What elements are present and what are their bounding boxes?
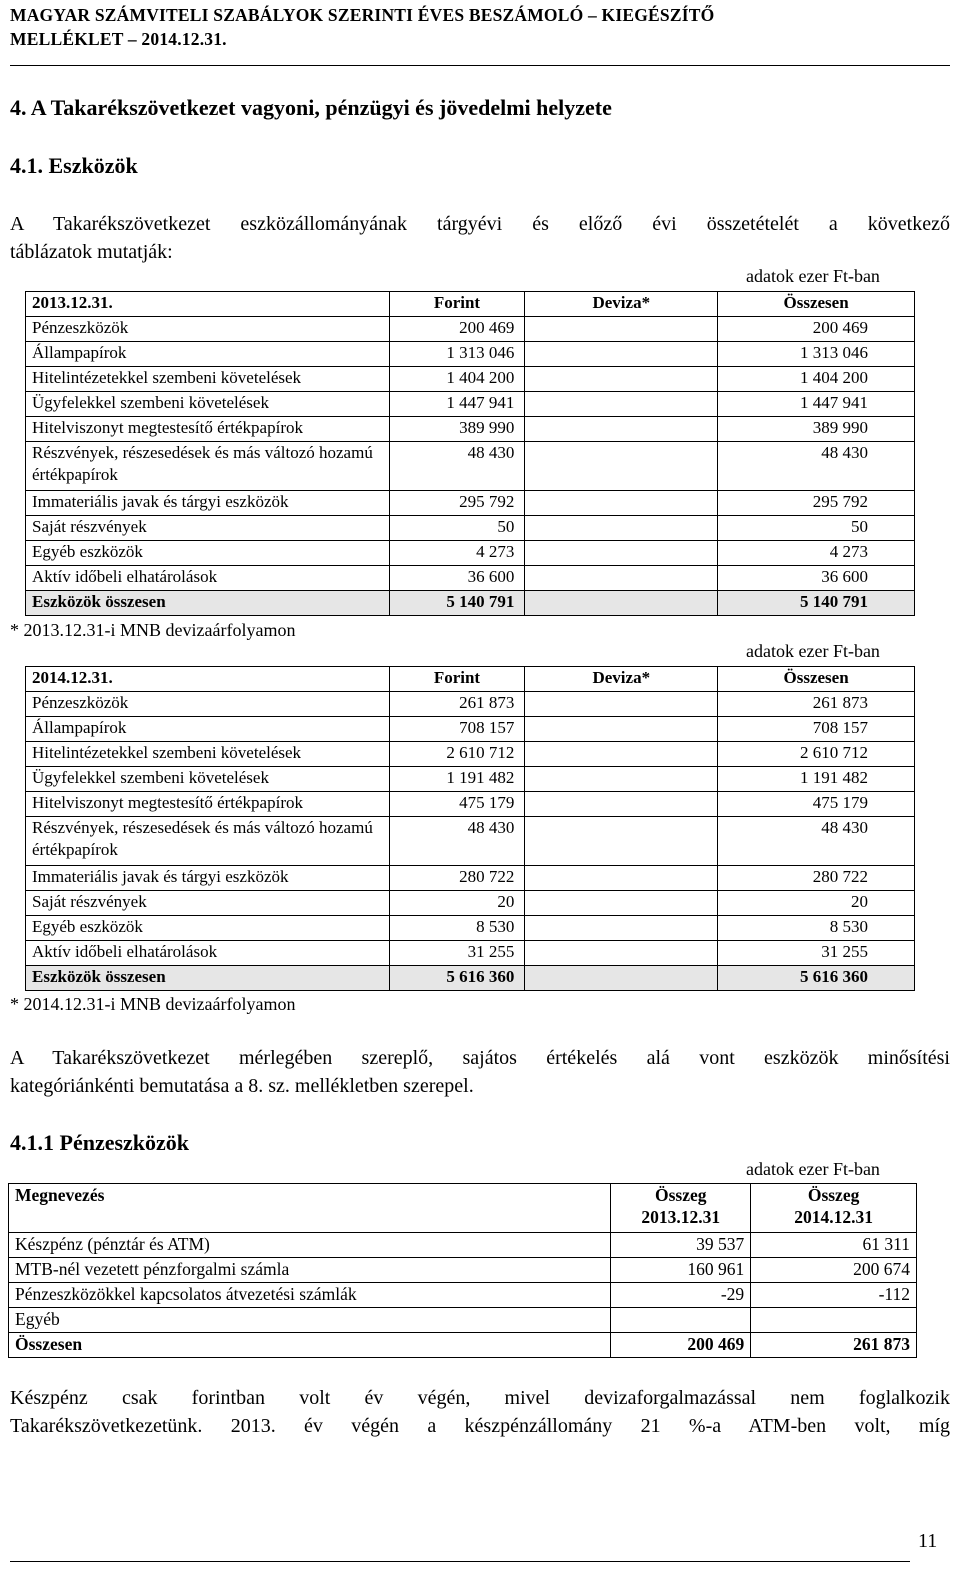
row-value — [525, 541, 718, 566]
para2-line-1: A Takarékszövetkezet mérlegében szereplő, sajátos értékelés alá vont eszközök minősítési — [10, 1047, 950, 1069]
header-line: Összeg — [807, 1185, 860, 1205]
row-value: 48 430 — [718, 817, 915, 866]
table-row — [26, 342, 915, 367]
row-value: 2 610 712 — [718, 742, 915, 767]
column-header: Összesen — [718, 667, 915, 692]
table-row — [26, 792, 915, 817]
table-row — [26, 541, 915, 566]
total-value: 5 140 791 — [389, 591, 525, 616]
unit-label-2014: adatok ezer Ft-ban — [746, 641, 880, 661]
column-header — [751, 1184, 917, 1233]
row-value: 261 873 — [718, 692, 915, 717]
header-divider — [10, 65, 950, 66]
row-value: 1 404 200 — [389, 367, 525, 392]
row-value — [525, 392, 718, 417]
header-line: Összeg — [654, 1185, 707, 1205]
table-row — [26, 866, 915, 891]
table-row — [9, 1258, 917, 1283]
row-label: Részvények, részesedések és más változó hozamú értékpapírok — [26, 817, 390, 866]
row-label: Hitelviszonyt megtestesítő értékpapírok — [26, 792, 390, 817]
column-header — [611, 1184, 751, 1233]
subsection-title: 4.1. Eszközök — [10, 153, 138, 178]
row-value: 280 722 — [389, 866, 525, 891]
row-value: 475 179 — [718, 792, 915, 817]
row-label: Ügyfelekkel szembeni követelések — [26, 767, 390, 792]
row-value: 1 313 046 — [389, 342, 525, 367]
table-row — [9, 1283, 917, 1308]
row-value — [525, 516, 718, 541]
table-row — [26, 717, 915, 742]
row-value — [525, 491, 718, 516]
row-value: 2 610 712 — [389, 742, 525, 767]
row-label: Készpénz (pénztár és ATM) — [9, 1233, 611, 1258]
row-label: Pénzeszközök — [26, 317, 390, 342]
row-value — [525, 342, 718, 367]
table-note-2013: * 2013.12.31-i MNB devizaárfolyamon — [10, 620, 296, 640]
row-value: 20 — [718, 891, 915, 916]
table-header-row — [26, 667, 915, 692]
row-value — [525, 717, 718, 742]
column-header: Deviza* — [525, 292, 718, 317]
row-value — [525, 767, 718, 792]
total-label: Eszközök összesen — [26, 591, 390, 616]
row-label: Részvények, részesedések és más változó hozamú értékpapírok — [26, 442, 390, 491]
header-line: 2013.12.31 — [641, 1207, 721, 1227]
row-value: 160 961 — [611, 1258, 751, 1283]
column-header: Deviza* — [525, 667, 718, 692]
row-value: 50 — [718, 516, 915, 541]
row-label: MTB-nél vezetett pénzforgalmi számla — [9, 1258, 611, 1283]
table-row — [26, 817, 915, 866]
row-value — [525, 417, 718, 442]
row-value — [525, 916, 718, 941]
column-header: 2014.12.31. — [26, 667, 390, 692]
column-header: Forint — [389, 292, 525, 317]
row-label: Saját részvények — [26, 891, 390, 916]
header-line-2: MELLÉKLET – 2014.12.31. — [10, 29, 227, 49]
page-number: 11 — [918, 1530, 938, 1552]
table-row — [26, 941, 915, 966]
row-value — [525, 442, 718, 491]
section-title: 4. A Takarékszövetkezet vagyoni, pénzügyi és jövedelmi helyzete — [10, 95, 612, 120]
row-label: Pénzeszközök — [26, 692, 390, 717]
row-value — [525, 566, 718, 591]
row-value — [525, 792, 718, 817]
row-value: 261 873 — [389, 692, 525, 717]
row-value: 1 447 941 — [718, 392, 915, 417]
row-value: 295 792 — [718, 491, 915, 516]
unit-label-2013: adatok ezer Ft-ban — [746, 266, 880, 286]
row-value — [525, 367, 718, 392]
row-value: 48 430 — [389, 817, 525, 866]
table-row — [9, 1308, 917, 1333]
row-value: 39 537 — [611, 1233, 751, 1258]
cash-table — [8, 1183, 917, 1358]
intro-line-1: A Takarékszövetkezet eszközállományának tárgyévi és előző évi összetételét a következő — [10, 213, 950, 235]
row-label: Hitelviszonyt megtestesítő értékpapírok — [26, 417, 390, 442]
total-value: 5 140 791 — [718, 591, 915, 616]
row-label: Állampapírok — [26, 717, 390, 742]
row-value: 48 430 — [389, 442, 525, 491]
row-label: Egyéb eszközök — [26, 916, 390, 941]
row-label: Állampapírok — [26, 342, 390, 367]
row-value — [525, 941, 718, 966]
row-value: 200 469 — [718, 317, 915, 342]
column-header: Forint — [389, 667, 525, 692]
row-label: Egyéb — [9, 1308, 611, 1333]
header-line: Megnevezés — [15, 1185, 105, 1205]
total-row — [26, 966, 915, 991]
row-value: 708 157 — [718, 717, 915, 742]
column-header: Összesen — [718, 292, 915, 317]
row-value: 475 179 — [389, 792, 525, 817]
row-label: Pénzeszközökkel kapcsolatos átvezetési számlák — [9, 1283, 611, 1308]
total-value: 261 873 — [751, 1333, 917, 1358]
row-value: 36 600 — [718, 566, 915, 591]
table-row — [26, 891, 915, 916]
row-value: 389 990 — [389, 417, 525, 442]
row-label: Immateriális javak és tárgyi eszközök — [26, 866, 390, 891]
table-row — [26, 367, 915, 392]
row-label: Aktív időbeli elhatárolások — [26, 566, 390, 591]
row-value: -112 — [751, 1283, 917, 1308]
row-value — [525, 866, 718, 891]
row-label: Saját részvények — [26, 516, 390, 541]
row-value — [751, 1308, 917, 1333]
para3-line-2: Takarékszövetkezetünk. 2013. év végén a készpénzállomány 21 %-a ATM-ben volt, míg — [10, 1415, 950, 1437]
table-row — [26, 491, 915, 516]
table-header-row — [9, 1184, 917, 1233]
total-label: Összesen — [9, 1333, 611, 1358]
row-value: 48 430 — [718, 442, 915, 491]
table-row — [26, 742, 915, 767]
row-value: 1 404 200 — [718, 367, 915, 392]
row-label: Egyéb eszközök — [26, 541, 390, 566]
row-value: 4 273 — [718, 541, 915, 566]
total-label: Eszközök összesen — [26, 966, 390, 991]
footer-divider — [10, 1561, 910, 1562]
row-value: 1 313 046 — [718, 342, 915, 367]
para3-line-1: Készpénz csak forintban volt év végén, mivel devizaforgalmazással nem foglalkozik — [10, 1387, 950, 1409]
table-row — [26, 692, 915, 717]
row-label: Ügyfelekkel szembeni követelések — [26, 392, 390, 417]
row-value: 1 191 482 — [718, 767, 915, 792]
row-value: 50 — [389, 516, 525, 541]
row-value: 61 311 — [751, 1233, 917, 1258]
row-value: 389 990 — [718, 417, 915, 442]
row-value: 31 255 — [718, 941, 915, 966]
row-value: -29 — [611, 1283, 751, 1308]
table-row — [26, 516, 915, 541]
intro-line-2: táblázatok mutatják: — [10, 241, 173, 263]
row-value: 200 674 — [751, 1258, 917, 1283]
table-header-row — [26, 292, 915, 317]
column-header: 2013.12.31. — [26, 292, 390, 317]
total-value — [525, 591, 718, 616]
row-label: Aktív időbeli elhatárolások — [26, 941, 390, 966]
unit-label-cash: adatok ezer Ft-ban — [746, 1159, 880, 1179]
table-row — [26, 566, 915, 591]
table-row — [26, 442, 915, 491]
row-value — [525, 317, 718, 342]
row-value — [525, 692, 718, 717]
table-note-2014: * 2014.12.31-i MNB devizaárfolyamon — [10, 994, 296, 1014]
table-row — [26, 317, 915, 342]
table-row — [9, 1233, 917, 1258]
row-value — [525, 891, 718, 916]
row-value: 31 255 — [389, 941, 525, 966]
row-value: 36 600 — [389, 566, 525, 591]
header-line-1: MAGYAR SZÁMVITELI SZABÁLYOK SZERINTI ÉVES BESZÁMOLÓ – KIEGÉSZÍTŐ — [10, 5, 715, 25]
row-label: Hitelintézetekkel szembeni követelések — [26, 742, 390, 767]
row-value — [611, 1308, 751, 1333]
row-value: 1 191 482 — [389, 767, 525, 792]
table-row — [26, 767, 915, 792]
table-row — [26, 417, 915, 442]
total-value: 5 616 360 — [389, 966, 525, 991]
table-row — [26, 916, 915, 941]
total-value: 200 469 — [611, 1333, 751, 1358]
row-value: 20 — [389, 891, 525, 916]
row-value: 200 469 — [389, 317, 525, 342]
total-row — [9, 1333, 917, 1358]
subsubsection-title: 4.1.1 Pénzeszközök — [10, 1130, 190, 1155]
total-value — [525, 966, 718, 991]
column-header — [9, 1184, 611, 1233]
row-label: Hitelintézetekkel szembeni követelések — [26, 367, 390, 392]
row-value: 8 530 — [718, 916, 915, 941]
assets-table-2014 — [25, 666, 915, 991]
row-value: 708 157 — [389, 717, 525, 742]
table-row — [26, 392, 915, 417]
total-row — [26, 591, 915, 616]
total-value: 5 616 360 — [718, 966, 915, 991]
para2-line-2: kategóriánkénti bemutatása a 8. sz. mellékletben szerepel. — [10, 1075, 474, 1097]
header-line: 2014.12.31 — [794, 1207, 873, 1227]
row-value — [525, 742, 718, 767]
row-label: Immateriális javak és tárgyi eszközök — [26, 491, 390, 516]
row-value — [525, 817, 718, 866]
row-value: 4 273 — [389, 541, 525, 566]
row-value: 8 530 — [389, 916, 525, 941]
row-value: 1 447 941 — [389, 392, 525, 417]
row-value: 280 722 — [718, 866, 915, 891]
assets-table-2013 — [25, 291, 915, 616]
row-value: 295 792 — [389, 491, 525, 516]
document-header — [10, 3, 950, 51]
